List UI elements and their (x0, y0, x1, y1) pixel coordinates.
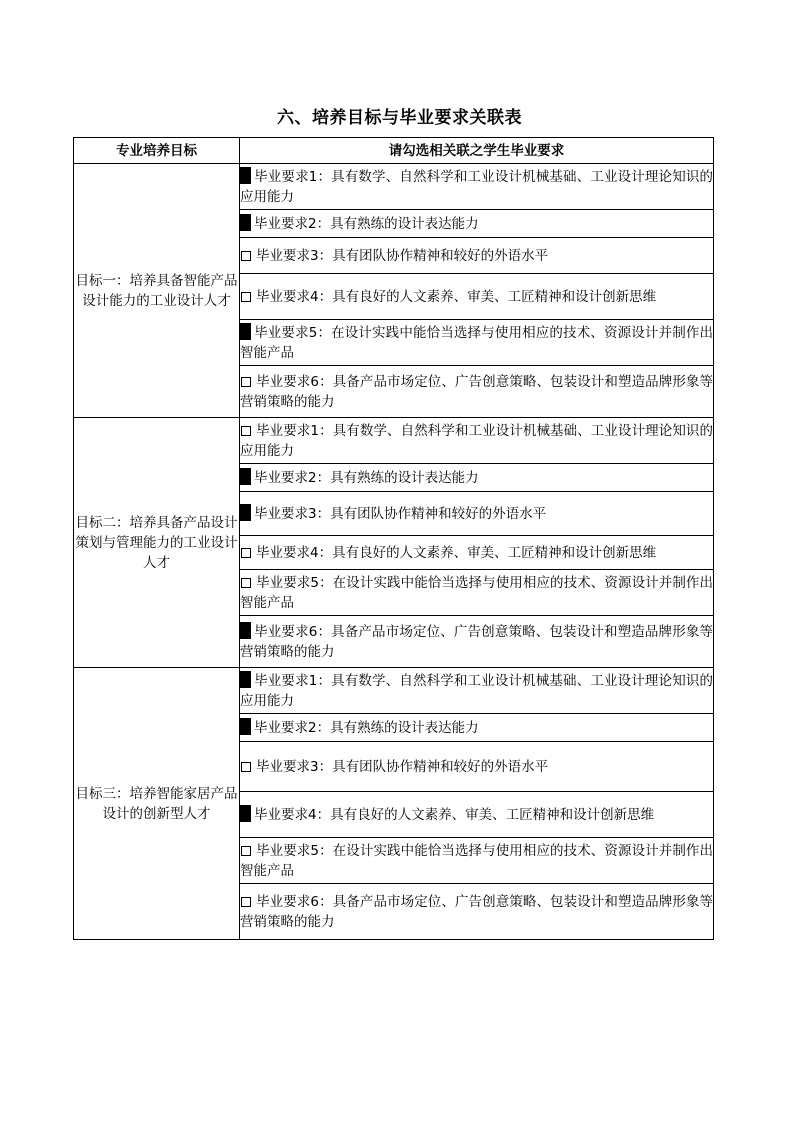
requirement-column-header: 请勾选相关联之学生毕业要求 (240, 138, 714, 164)
requirement-cell (240, 536, 714, 570)
requirement-text: 毕业要求1：具有数学、自然科学和工业设计机械基础、工业设计理论知识的应用能力 (240, 168, 713, 205)
unchecked-checkbox[interactable] (241, 846, 251, 856)
requirement-text: 毕业要求6：具备产品市场定位、广告创意策略、包装设计和塑造品牌形象等营销策略的能力 (240, 893, 713, 930)
requirement-cell (240, 616, 714, 668)
goal-label-3: 目标三：培养智能家居产品设计的创新型人才 (74, 668, 240, 940)
requirement-cell (240, 418, 714, 464)
requirement-text: 毕业要求1：具有数学、自然科学和工业设计机械基础、工业设计理论知识的应用能力 (240, 672, 713, 709)
goal-label-1: 目标一：培养具备智能产品设计能力的工业设计人才 (74, 164, 240, 418)
unchecked-checkbox[interactable] (241, 548, 251, 558)
requirement-text: 毕业要求5：在设计实践中能恰当选择与使用相应的技术、资源设计并制作出智能产品 (240, 574, 713, 611)
requirement-cell (240, 210, 714, 238)
requirement-text: 毕业要求4：具有良好的人文素养、审美、工匠精神和设计创新思维 (256, 288, 657, 305)
checked-checkbox[interactable] (240, 468, 251, 485)
requirement-cell (240, 274, 714, 320)
checked-checkbox[interactable] (240, 504, 251, 521)
requirement-cell (240, 366, 714, 418)
requirement-text: 毕业要求6：具备产品市场定位、广告创意策略、包装设计和塑造品牌形象等营销策略的能力 (240, 373, 713, 410)
requirement-text: 毕业要求5：在设计实践中能恰当选择与使用相应的技术、资源设计并制作出智能产品 (240, 324, 713, 361)
checked-checkbox[interactable] (240, 718, 251, 735)
requirement-cell (240, 164, 714, 210)
requirement-cell (240, 838, 714, 884)
requirement-text: 毕业要求3：具有团队协作精神和较好的外语水平 (254, 505, 547, 522)
requirement-text: 毕业要求2：具有熟练的设计表达能力 (254, 469, 479, 486)
table-row (74, 164, 714, 210)
requirement-text: 毕业要求5：在设计实践中能恰当选择与使用相应的技术、资源设计并制作出智能产品 (240, 842, 713, 879)
unchecked-checkbox[interactable] (241, 292, 251, 302)
checked-checkbox[interactable] (240, 167, 251, 184)
requirement-text: 毕业要求2：具有熟练的设计表达能力 (254, 719, 479, 736)
unchecked-checkbox[interactable] (241, 762, 251, 772)
requirement-cell (240, 792, 714, 838)
unchecked-checkbox[interactable] (241, 578, 251, 588)
requirement-text: 毕业要求6：具备产品市场定位、广告创意策略、包装设计和塑造品牌形象等营销策略的能力 (240, 623, 713, 660)
requirement-cell (240, 742, 714, 792)
table-body (74, 164, 714, 940)
requirement-cell (240, 668, 714, 714)
goal-requirement-table (73, 137, 714, 940)
table-row (74, 418, 714, 464)
requirement-cell (240, 884, 714, 940)
unchecked-checkbox[interactable] (241, 251, 251, 261)
requirement-text: 毕业要求1：具有数学、自然科学和工业设计机械基础、工业设计理论知识的应用能力 (240, 422, 713, 459)
checked-checkbox[interactable] (240, 214, 251, 231)
requirement-text: 毕业要求3：具有团队协作精神和较好的外语水平 (256, 758, 549, 775)
page-title: 六、培养目标与毕业要求关联表 (277, 108, 522, 128)
requirement-cell (240, 238, 714, 274)
requirement-cell (240, 714, 714, 742)
requirement-text: 毕业要求4：具有良好的人文素养、审美、工匠精神和设计创新思维 (256, 544, 657, 561)
unchecked-checkbox[interactable] (241, 897, 251, 907)
requirement-cell (240, 464, 714, 492)
requirement-text: 毕业要求4：具有良好的人文素养、审美、工匠精神和设计创新思维 (254, 806, 655, 823)
requirement-cell (240, 320, 714, 366)
table-header-row (74, 138, 714, 164)
goal-label-2: 目标二：培养具备产品设计策划与管理能力的工业设计人才 (74, 418, 240, 668)
checked-checkbox[interactable] (240, 323, 251, 340)
checked-checkbox[interactable] (240, 671, 251, 688)
requirement-cell (240, 570, 714, 616)
goal-column-header: 专业培养目标 (74, 138, 240, 164)
table-row (74, 668, 714, 714)
unchecked-checkbox[interactable] (241, 377, 251, 387)
unchecked-checkbox[interactable] (241, 426, 251, 436)
requirement-text: 毕业要求3：具有团队协作精神和较好的外语水平 (256, 247, 549, 264)
checked-checkbox[interactable] (240, 805, 251, 822)
requirement-text: 毕业要求2：具有熟练的设计表达能力 (254, 215, 479, 232)
requirement-cell (240, 492, 714, 536)
checked-checkbox[interactable] (240, 622, 251, 639)
